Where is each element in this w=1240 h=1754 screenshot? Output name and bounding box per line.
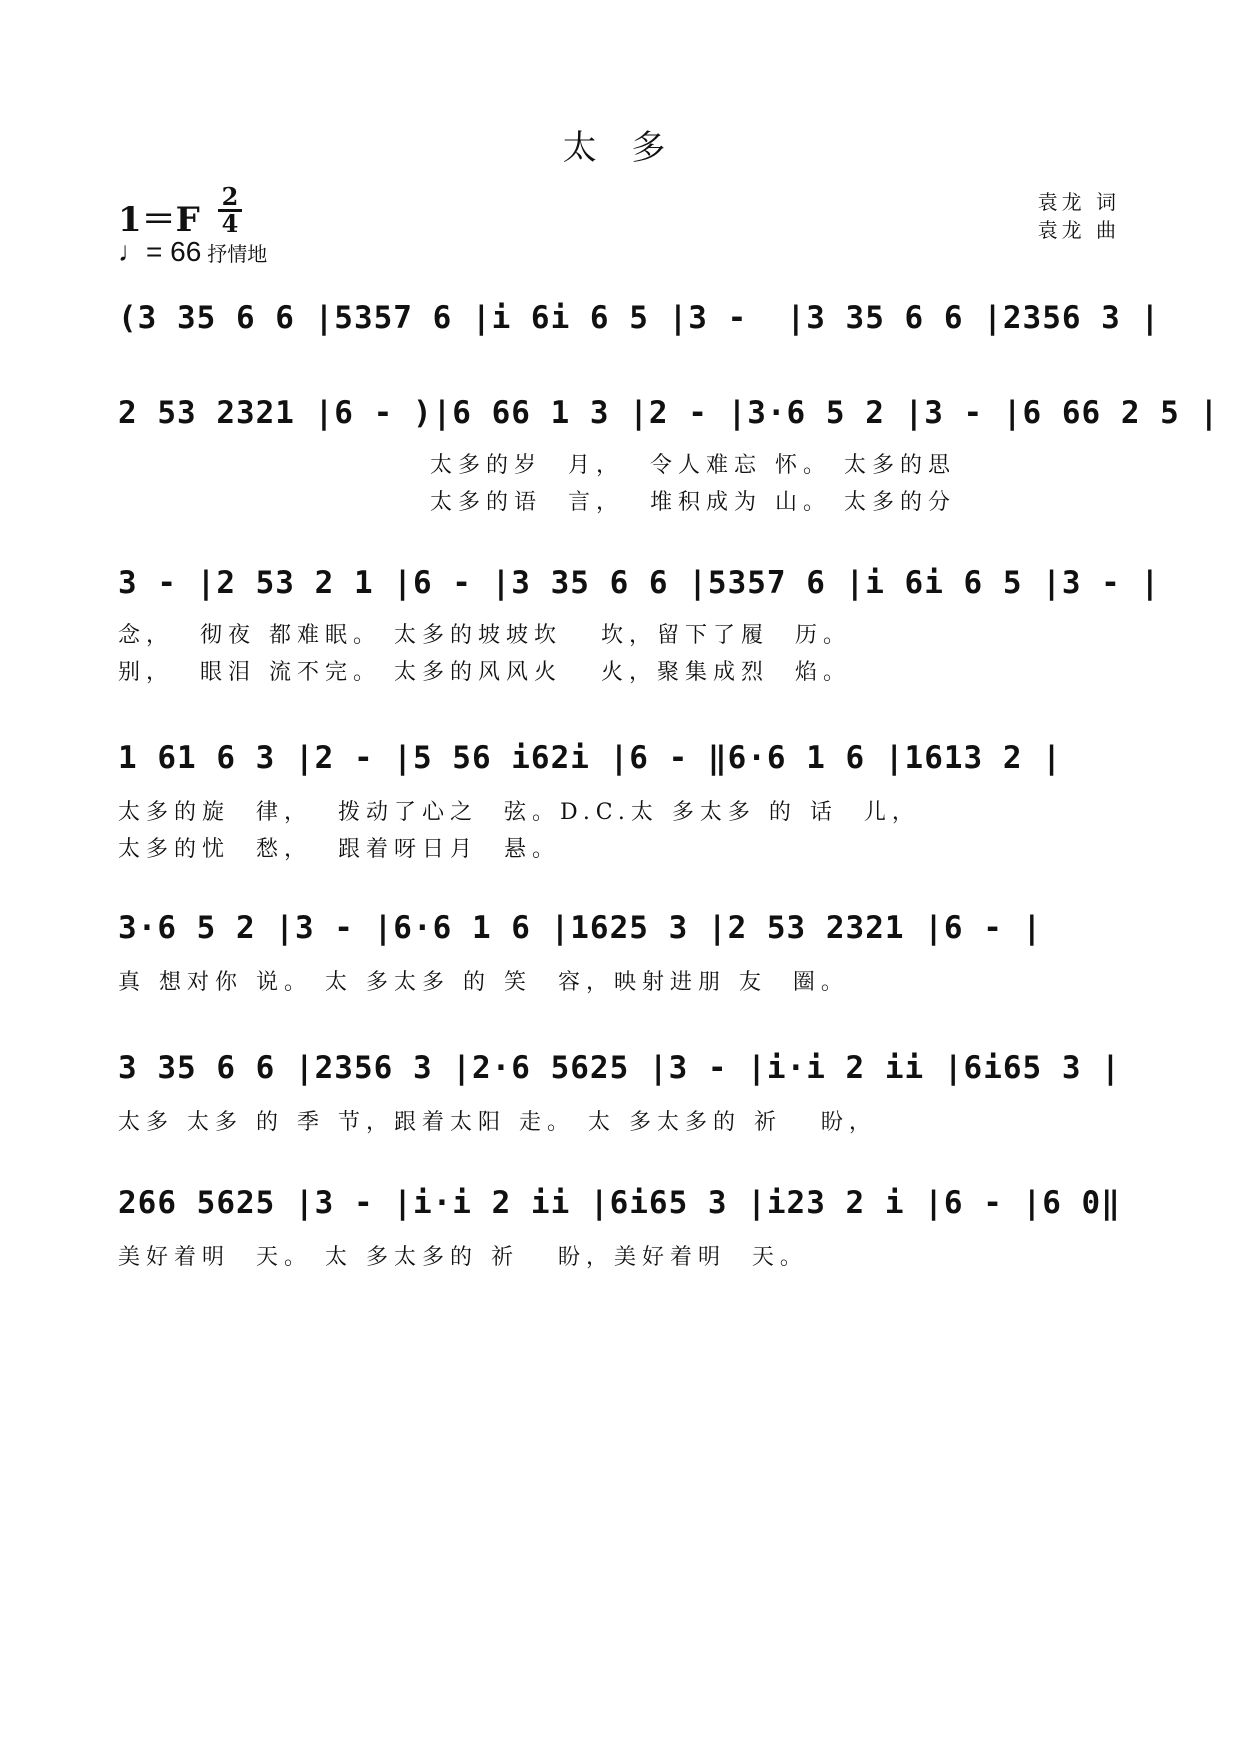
score-line-1: (3 35 6 6 |5357 6 |i 6i 6 5 |3 - |3 35 6 6 |2356 3 | [118, 300, 1161, 336]
lyricist-credit: 袁龙 词 [1037, 190, 1120, 214]
lyric-line-2-verse-1: 太多的岁 月， 令人难忘 怀。 太多的思 [430, 453, 956, 478]
composer-credit: 袁龙 曲 [1037, 218, 1120, 242]
score-line-6: 3 35 6 6 |2356 3 |2·6 5625 |3 - |i·i 2 ii |6i65 3 | [118, 1050, 1121, 1086]
lyric-line-7-verse-1: 美好着明 天。 太 多太多的 祈 盼，美好着明 天。 [118, 1245, 808, 1270]
lyric-line-3-verse-1: 念， 彻夜 都难眠。 太多的坡坡坎 坎，留下了履 历。 [118, 623, 851, 648]
tempo-mood: 抒情地 [207, 244, 268, 266]
song-title: 太 多 [562, 128, 678, 168]
score-line-4: 1 61 6 3 |2 - |5 56 i62i |6 - ‖6·6 1 6 |1613 2 | [118, 740, 1062, 776]
lyric-line-4-verse-1: 太多的旋 律， 拨动了心之 弦。D.C.太 多太多 的 话 儿， [118, 800, 920, 825]
lyric-line-4-verse-2: 太多的忧 愁， 跟着呀日月 悬。 [118, 837, 560, 862]
lyric-line-6-verse-1: 太多 太多 的 季 节，跟着太阳 走。 太 多太多的 祈 盼， [118, 1110, 877, 1135]
tempo-marking [118, 236, 267, 268]
score-line-2: 2 53 2321 |6 - )|6 66 1 3 |2 - |3·6 5 2 |3 - |6 66 2 5 | [118, 395, 1220, 431]
key-signature: 1＝F [118, 200, 200, 240]
lyric-line-5-verse-1: 真 想对你 说。 太 多太多 的 笑 容，映射进朋 友 圈。 [118, 970, 849, 995]
lyric-line-3-verse-2: 别， 眼泪 流不完。 太多的风风火 火，聚集成烈 焰。 [118, 660, 851, 685]
tempo-value: ♩= 66 [118, 236, 202, 267]
time-signature-bottom: 4 [221, 209, 239, 238]
score-line-5: 3·6 5 2 |3 - |6·6 1 6 |1625 3 |2 53 2321 |6 - | [118, 910, 1043, 946]
time-signature [218, 182, 242, 238]
lyric-line-2-verse-2: 太多的语 言， 堆积成为 山。 太多的分 [430, 490, 956, 515]
score-line-7: 266 5625 |3 - |i·i 2 ii |6i65 3 |i23 2 i |6 - |6 0‖ [118, 1185, 1121, 1221]
score-line-3: 3 - |2 53 2 1 |6 - |3 35 6 6 |5357 6 |i 6i 6 5 |3 - | [118, 565, 1161, 601]
time-signature-top: 2 [221, 182, 239, 211]
